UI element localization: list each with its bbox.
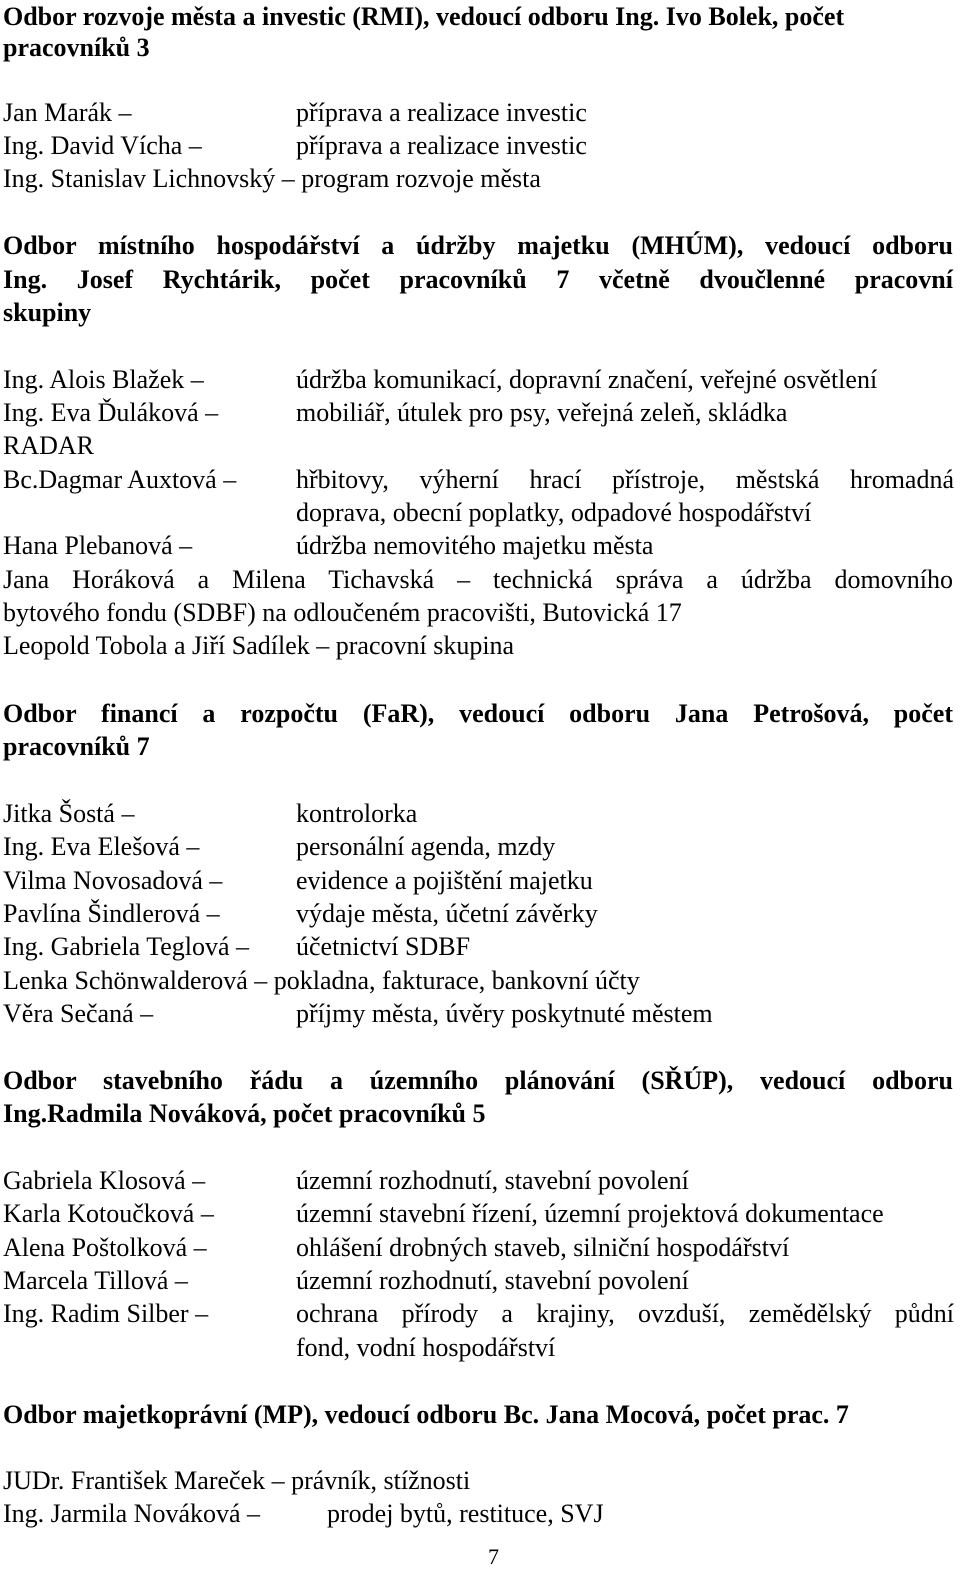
- staff-name: Jan Marák –: [3, 98, 132, 127]
- staff-name: Gabriela Klosová –: [3, 1166, 206, 1195]
- staff-role-continued: doprava, obecní poplatky, odpadové hospodářství: [296, 498, 812, 527]
- staff-role: příjmy města, úvěry poskytnuté městem: [296, 999, 713, 1028]
- srup-heading-line-1: Odbor stavebního řádu a územního plánování (SŘÚP), vedoucí odboru: [3, 1066, 953, 1095]
- staff-role: účetnictví SDBF: [296, 932, 471, 961]
- staff-role: příprava a realizace investic: [296, 131, 587, 160]
- staff-name: Hana Plebanová –: [3, 531, 193, 560]
- staff-role: údržba komunikací, dopravní značení, veřejné osvětlení: [296, 365, 878, 394]
- staff-name: Vilma Novosadová –: [3, 866, 223, 895]
- staff-role: příprava a realizace investic: [296, 98, 587, 127]
- staff-name: JUDr. František Mareček – právník, stížnosti: [3, 1466, 471, 1495]
- staff-role: ohlášení drobných staveb, silniční hospodářství: [296, 1233, 790, 1262]
- staff-name: Karla Kotoučková –: [3, 1199, 214, 1228]
- staff-name: Bc.Dagmar Auxtová –: [3, 465, 237, 494]
- staff-name: Alena Poštolková –: [3, 1233, 207, 1262]
- staff-role: územní rozhodnutí, stavební povolení: [296, 1166, 689, 1195]
- staff-role: výdaje města, účetní závěrky: [296, 899, 598, 928]
- staff-role: územní stavební řízení, územní projektová dokumentace: [296, 1199, 884, 1228]
- staff-role: ochrana přírody a krajiny, ovzduší, zemědělský půdní: [296, 1299, 954, 1328]
- staff-name: Marcela Tillová –: [3, 1266, 188, 1295]
- srup-heading-line-2: Ing.Radmila Nováková, počet pracovníků 5: [3, 1099, 486, 1128]
- rmi-heading-line-1: Odbor rozvoje města a investic (RMI), vedoucí odboru Ing. Ivo Bolek, počet: [3, 2, 845, 31]
- staff-name: Ing. David Vícha –: [3, 131, 202, 160]
- staff-role-continued: fond, vodní hospodářství: [296, 1333, 556, 1362]
- mp-heading: Odbor majetkoprávní (MP), vedoucí odboru Bc. Jana Mocová, počet prac. 7: [3, 1400, 849, 1429]
- far-heading-line-1: Odbor financí a rozpočtu (FaR), vedoucí odboru Jana Petrošová, počet: [3, 699, 953, 728]
- mhum-heading-line-3: skupiny: [3, 298, 92, 327]
- mhum-heading-line-2: Ing. Josef Rychtárik, počet pracovníků 7 včetně dvoučlenné pracovní: [3, 265, 953, 294]
- staff-name: Ing. Eva Ďuláková –: [3, 398, 219, 427]
- staff-name: Pavlína Šindlerová –: [3, 899, 220, 928]
- far-heading-line-2: pracovníků 7: [3, 732, 150, 761]
- staff-role: prodej bytů, restituce, SVJ: [327, 1499, 604, 1528]
- mhum-extra-line-1: Jana Horáková a Milena Tichavská – technická správa a údržba domovního: [3, 565, 953, 594]
- staff-name: Ing. Jarmila Nováková –: [3, 1499, 261, 1528]
- staff-role: personální agenda, mzdy: [296, 832, 556, 861]
- rmi-heading-line-2: pracovníků 3: [3, 33, 150, 62]
- staff-name: Ing. Gabriela Teglová –: [3, 932, 250, 961]
- staff-name: Ing. Radim Silber –: [3, 1299, 209, 1328]
- mhum-heading-line-1: Odbor místního hospodářství a údržby majetku (MHÚM), vedoucí odboru: [3, 231, 953, 260]
- staff-role: údržba nemovitého majetku města: [296, 531, 654, 560]
- staff-name: Ing. Alois Blažek –: [3, 365, 204, 394]
- mhum-extra-line-2: bytového fondu (SDBF) na odloučeném pracovišti, Butovická 17: [3, 598, 682, 627]
- staff-role: mobiliář, útulek pro psy, veřejná zeleň, skládka: [296, 398, 788, 427]
- staff-role: kontrolorka: [296, 799, 418, 828]
- staff-name: Věra Sečaná –: [3, 999, 154, 1028]
- staff-name: Ing. Stanislav Lichnovský – program rozvoje města: [3, 164, 541, 193]
- staff-name: Lenka Schönwalderová – pokladna, fakturace, bankovní účty: [3, 966, 640, 995]
- mhum-extra-line-3: Leopold Tobola a Jiří Sadílek – pracovní skupina: [3, 631, 515, 660]
- page-number: 7: [488, 1544, 499, 1569]
- staff-role: evidence a pojištění majetku: [296, 866, 593, 895]
- staff-role: hřbitovy, výherní hrací přístroje, městská hromadná: [296, 465, 954, 494]
- staff-name: RADAR: [3, 431, 95, 460]
- staff-name: Jitka Šostá –: [3, 799, 135, 828]
- staff-name: Ing. Eva Elešová –: [3, 832, 200, 861]
- staff-role: územní rozhodnutí, stavební povolení: [296, 1266, 689, 1295]
